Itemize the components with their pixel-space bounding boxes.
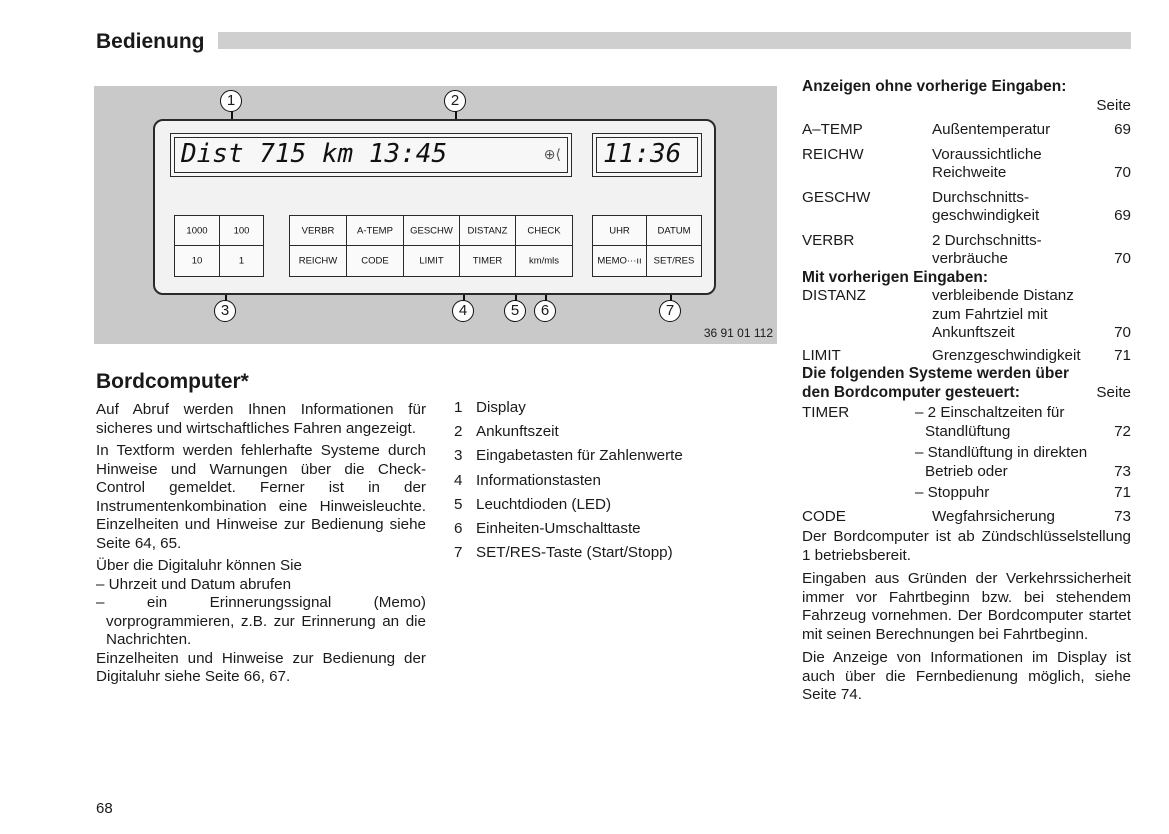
key-1[interactable]: 1 [238,255,245,267]
paragraph: Eingaben aus Gründen der Verkehrssicherheit immer vor Fahrtbeginn bzw. bei stehendem Fahrzeug vornehmen. Der Bordcomputer startet mit seinen Berechnungen bei Fahrtbeginn. [802,570,1131,643]
legend-item: 4 Informationstasten [454,471,601,489]
display-text: Dist 715 km 13:45 [181,139,448,169]
ref-row: LIMIT Grenzgeschwindigkeit 71 [802,346,1131,364]
ref-row: VERBR 2 Durchschnitts-verbräuche 70 [802,231,1131,267]
key-distanz[interactable]: DISTANZ [460,216,516,246]
clock-display [592,133,702,177]
bordcomputer-figure [94,86,777,344]
key-geschw[interactable]: GESCHW [404,216,460,246]
list-item: – ein Erinnerungssignal (Memo) vorprogrammieren, z.B. zur Erinnerung an die Nachrichten. [96,594,426,648]
page-column-label: Seite [1096,96,1131,114]
callout-4: 4 [452,300,474,322]
key-reichw[interactable]: REICHW [290,246,347,276]
legend-item: 5 Leuchtdioden (LED) [454,495,612,513]
paragraph: In Textform werden fehlerhafte Systeme durch Hinweise und Warnungen über die Check-Control gemeldet. Ferner ist in der Instrumentenkombination eine Hinweisleuchte. Einzelheiten und Hinweise zur Bedienung siehe Seite 64, 65. [96,442,426,552]
paragraph: Einzelheiten und Hinweise zur Bedienung der Digitaluhr siehe Seite 66, 67. [96,649,426,685]
plug-icon: ⊕⟨ [543,146,561,162]
key-10[interactable]: 10 [175,246,220,276]
intro-column [96,401,426,691]
key-code[interactable]: CODE [347,246,404,276]
key-memo[interactable]: MEMO···ıı [593,246,647,276]
heading-without-input: Anzeigen ohne vorherige Eingaben: [802,78,1067,95]
key-a-temp[interactable]: A-TEMP [347,216,404,246]
ref-row: CODE Wegfahrsicherung 73 [802,507,1131,525]
info-keys [289,215,573,277]
paragraph: Die Anzeige von Informationen im Display ist auch über die Fernbedienung möglich, siehe Seite 74. [802,649,1131,703]
callout-3: 3 [214,300,236,322]
callout-6: 6 [534,300,556,322]
header-bar [218,32,1131,49]
key-100[interactable]: 100 [220,216,263,246]
legend-item: 6 Einheiten-Umschalttaste [454,519,641,537]
list-item: – Uhrzeit und Datum abrufen [96,575,292,593]
legend-item: 2 Ankunftszeit [454,423,559,441]
ref-row: DISTANZ verbleibende Distanz zum Fahrtziel mit Ankunftszeit 70 [802,287,1131,341]
key-verbr[interactable]: VERBR [290,216,347,246]
systems-heading: Die folgenden Systeme werden über den Bordcomputer gesteuert: Seite [802,365,1131,401]
ref-row: A–TEMP Außentemperatur 69 [802,121,1131,138]
key-set-res[interactable]: SET/RES [653,255,695,267]
ref-row: GESCHW Durchschnitts-geschwindigkeit 69 [802,188,1131,224]
key-limit[interactable]: LIMIT [404,246,460,276]
page-number: 68 [96,800,113,817]
callout-5: 5 [504,300,526,322]
numeric-keypad [174,215,264,277]
section-title: Bordcomputer* [96,370,249,393]
key-uhr[interactable]: UHR [593,216,647,246]
callout-1: 1 [220,90,242,112]
clock-display-text: 11:36 [603,139,682,169]
paragraph: Über die Digitaluhr können Sie [96,557,302,574]
paragraph: Der Bordcomputer ist ab Zündschlüsselstellung 1 betriebsbereit. [802,528,1131,564]
main-display [170,133,572,177]
display-reference-column [802,78,1131,710]
figure-code: 36 91 01 112 [703,326,773,340]
callout-7: 7 [659,300,681,322]
heading-with-input: Mit vorherigen Eingaben: [802,268,989,286]
page-header-title: Bedienung [96,30,205,53]
key-check[interactable]: CHECK [516,216,572,246]
legend-list [454,399,744,568]
key-1000[interactable]: 1000 [175,216,220,246]
clock-keys [592,215,702,277]
paragraph: Auf Abruf werden Ihnen Informationen für sicheres und wirtschaftliches Fahren angezeigt. [96,401,426,437]
legend-item: 7 SET/RES-Taste (Start/Stopp) [454,544,673,562]
legend-item: 3 Eingabetasten für Zahlenwerte [454,447,683,465]
key-timer[interactable]: TIMER [460,246,516,276]
key-km-mls[interactable]: km/mls [528,255,560,267]
legend-item: 1 Display [454,399,526,416]
bordcomputer-panel [153,119,716,295]
callout-2: 2 [444,90,466,112]
ref-row: REICHW Voraussichtliche Reichweite 70 [802,145,1131,181]
key-datum[interactable]: DATUM [647,216,701,246]
timer-row: TIMER – 2 Einschaltzeiten für Standlüftung 72 – Standlüftung in direkten Betrieb oder 73 – Stoppuhr 71 [802,404,1131,501]
